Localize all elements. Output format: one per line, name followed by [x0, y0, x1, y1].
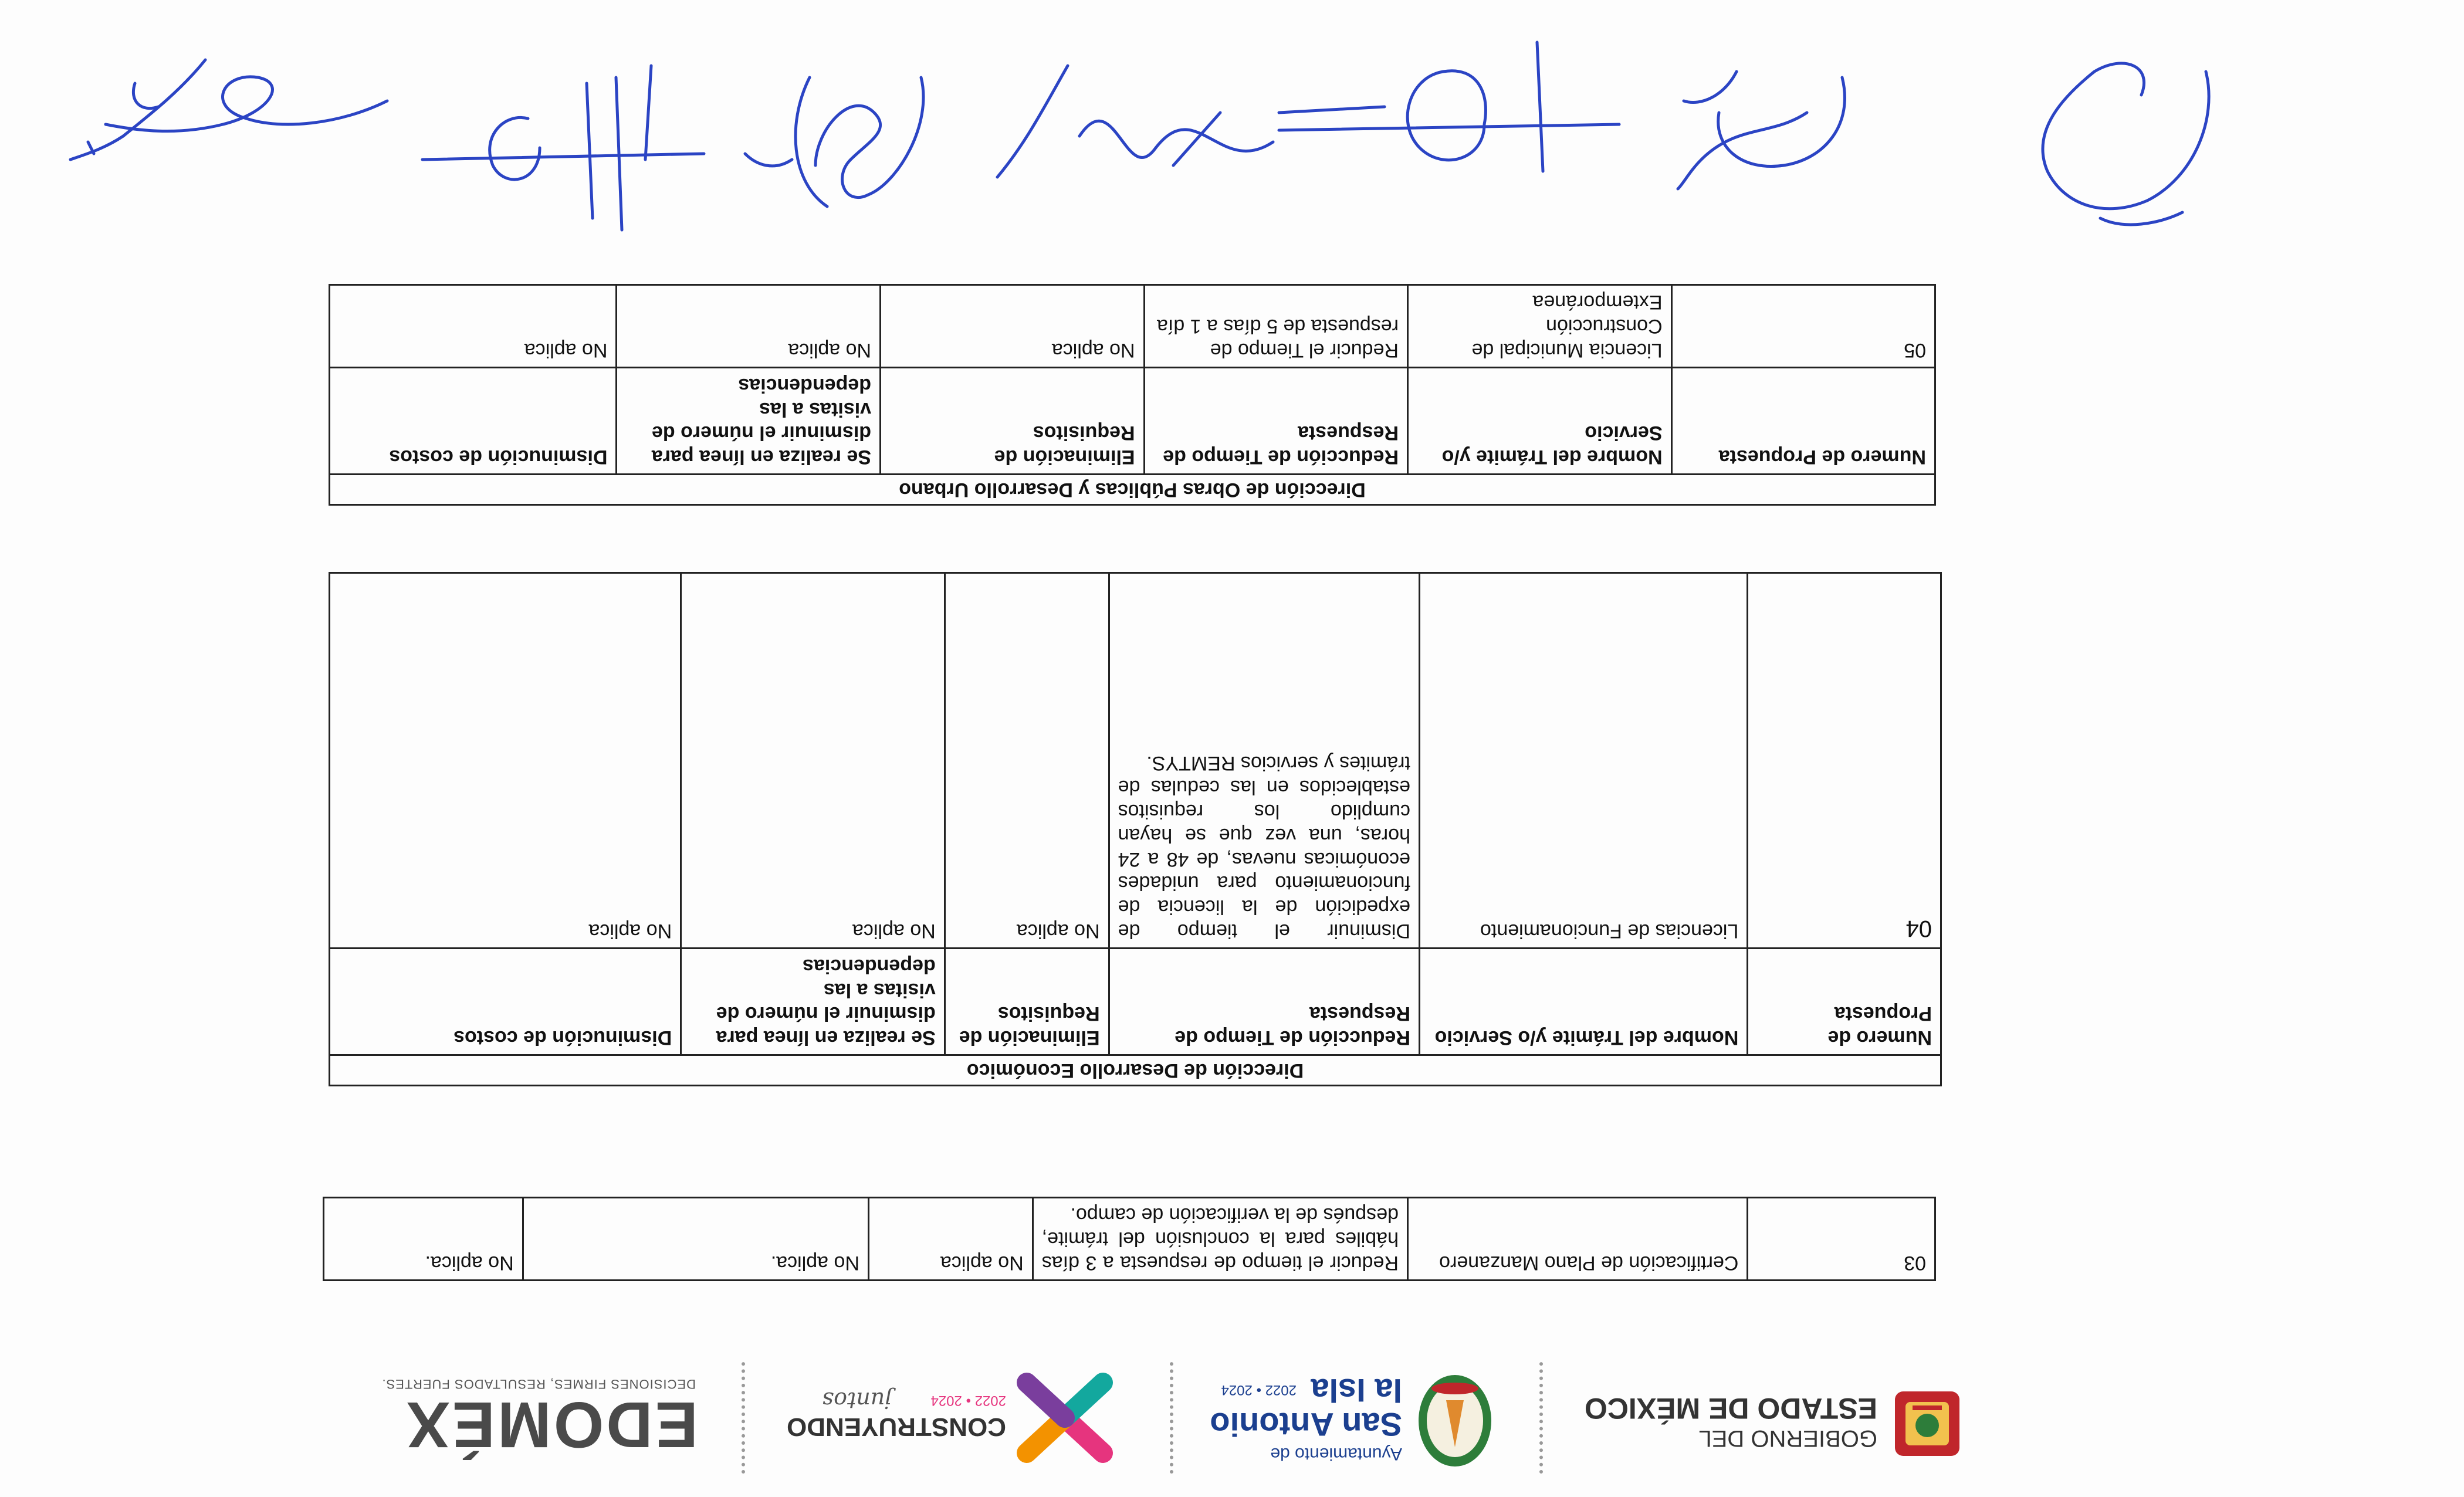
- header-eliminacion: Eliminación de Requisitos: [945, 949, 1109, 1055]
- table-row: [324, 1197, 1935, 1280]
- cell-costos: No aplica: [330, 285, 617, 367]
- cell-tramite: Licencia Municipal de Construcción Extemporánea: [1408, 285, 1672, 367]
- header-reduccion: Reducción de Tiempo de Respuesta: [1109, 949, 1419, 1055]
- cell-tramite: Certificación de Plano Manzanero: [1407, 1197, 1747, 1280]
- signature-5: [722, 42, 968, 230]
- cell-tramite: Licencias de Funcionamiento: [1419, 573, 1747, 949]
- ayuntamiento-logo: [1191, 1365, 1496, 1471]
- signature-3: [1267, 31, 1631, 195]
- edomex-tagline: DECISIONES FIRMES, RESULTADOS FUERTES.: [381, 1377, 696, 1391]
- cell-reduccion: Reducir el tiempo de respuesta a 3 días hábiles para la conclusión del trámite, después de la verificación de campo.: [1033, 1197, 1407, 1280]
- table-row: [330, 573, 1941, 949]
- gobierno-edomex-logo: [1578, 1380, 1965, 1462]
- signature-2: [1666, 42, 1877, 195]
- construyendo-logo: [786, 1371, 1115, 1465]
- header-eliminacion: Eliminación de Requisitos: [881, 368, 1145, 475]
- table-title: Dirección de Desarrollo Económico: [330, 1055, 1941, 1086]
- signature-1: [1995, 25, 2241, 248]
- cell-eliminacion: No aplica: [945, 573, 1109, 949]
- construyendo-text: CONSTRUYENDO: [786, 1413, 1006, 1441]
- construyendo-script: juntos: [822, 1387, 892, 1413]
- cell-costos: No aplica.: [324, 1197, 523, 1280]
- cell-en-linea: No aplica: [681, 573, 945, 949]
- table-row: [330, 285, 1935, 367]
- header-en-linea: Se realiza en línea para disminuir el número de visitas a las dependencias: [617, 368, 881, 475]
- table-obras-publicas: [329, 284, 1936, 506]
- cell-num: 05: [1671, 285, 1935, 367]
- edomex-logo: [287, 1368, 698, 1462]
- construyendo-star-icon: [1015, 1371, 1115, 1465]
- gobierno-text-1: GOBIERNO DEL: [1698, 1425, 1877, 1451]
- cell-en-linea: No aplica: [617, 285, 881, 367]
- cell-reduccion: Reducir el Tiempo de respuesta de 5 días a 1 día: [1144, 285, 1407, 367]
- table-desarrollo-economico: [329, 572, 1942, 1086]
- cell-eliminacion: No aplica: [881, 285, 1145, 367]
- table-title-row: [330, 475, 1935, 505]
- header-logos: [0, 1344, 2464, 1497]
- table-header-row: [330, 949, 1941, 1055]
- cell-num: 03: [1748, 1197, 1935, 1280]
- table-title: Dirección de Obras Públicas y Desarrollo Urbano: [330, 475, 1935, 505]
- cell-eliminacion: No aplica: [868, 1197, 1033, 1280]
- ayuntamiento-seal-icon: [1414, 1371, 1496, 1471]
- cell-reduccion: Disminuir el tiempo de expedición de la licencia de funcionamiento para unidades económicas nuevas, de 48 a 24 horas, una vez que se hayan cumplido los requisitos establecidos en las cedulas de trámites y servicios REMTYS.: [1109, 573, 1419, 949]
- table-header-row: [330, 368, 1935, 475]
- header-en-linea: Se realiza en línea para disminuir el número de visitas a las dependencias: [681, 949, 945, 1055]
- gobierno-text-2: ESTADO DE MÉXICO: [1584, 1392, 1877, 1425]
- divider: [738, 1362, 745, 1474]
- header-costos: Disminución de costos: [330, 949, 681, 1055]
- header-num: Numero de Propuesta: [1671, 368, 1935, 475]
- header-num: Numero de Propuesta: [1748, 949, 1941, 1055]
- cell-costos: No aplica: [330, 573, 681, 949]
- divider: [1166, 1362, 1173, 1474]
- signatures-area: [0, 7, 2464, 265]
- divider: [1536, 1362, 1543, 1474]
- header-tramite: Nombre del Trámite y/o Servicio: [1408, 368, 1672, 475]
- header-reduccion: Reducción de Tiempo de Respuesta: [1144, 368, 1407, 475]
- ayuntamiento-text-1: Ayuntamiento de: [1270, 1444, 1402, 1464]
- table-title-row: [330, 1055, 1941, 1086]
- ayuntamiento-years: 2022 • 2024: [1221, 1382, 1297, 1398]
- gobierno-shield-icon: [1889, 1386, 1965, 1462]
- signature-8: [53, 25, 229, 177]
- signature-6: [411, 42, 716, 253]
- header-tramite: Nombre del Trámite y/o Servicio: [1419, 949, 1747, 1055]
- table-row-03: [323, 1197, 1936, 1281]
- edomex-wordmark: EDOMÉX: [404, 1388, 698, 1461]
- cell-num: 04: [1748, 573, 1941, 949]
- ayuntamiento-text-2: San Antonio: [1210, 1406, 1402, 1443]
- header-costos: Disminución de costos: [330, 368, 617, 475]
- ayuntamiento-text-3: la Isla: [1311, 1372, 1402, 1409]
- cell-en-linea: No aplica.: [523, 1197, 868, 1280]
- signature-4: [986, 48, 1291, 201]
- construyendo-years: 2022 • 2024: [930, 1393, 1006, 1408]
